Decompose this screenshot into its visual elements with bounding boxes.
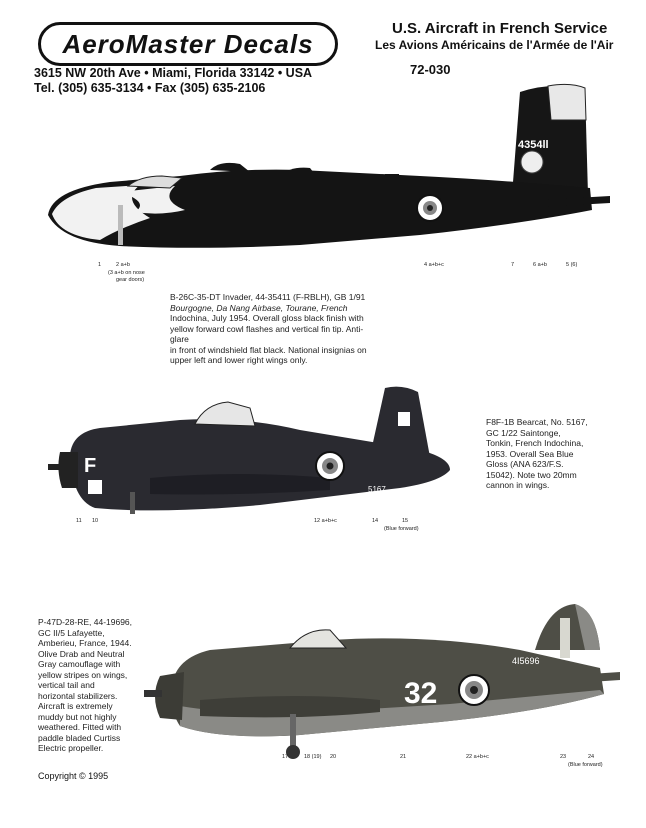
- b26-callout: 6 a+b: [533, 262, 547, 268]
- caption-line: weathered. Fitted with: [38, 722, 122, 732]
- caption-line: Indochina, July 1954. Overall gloss black finish with: [170, 313, 364, 323]
- f8f-serial: 5167: [368, 485, 386, 494]
- f8f-callout: 11: [76, 518, 82, 524]
- caption-line: Aircraft is extremely: [38, 701, 113, 711]
- p47-callout: 24: [588, 754, 595, 760]
- b26-callout: 2 a+b: [116, 262, 130, 268]
- f8f-callout: (Blue forward): [384, 526, 419, 532]
- caption-line: Amberieu, France, 1944.: [38, 638, 132, 648]
- caption-line: muddy but not highly: [38, 711, 117, 722]
- phone-line: Tel. (305) 635-3134 • Fax (305) 635-2106: [34, 81, 266, 95]
- sheet-number: 72-030: [410, 62, 451, 77]
- caption-line: F8F-1B Bearcat, No. 5167,: [486, 417, 588, 427]
- sheet-subtitle: Les Avions Américains de l'Armée de l'Air: [375, 38, 614, 52]
- p47-callout: 20: [330, 754, 337, 760]
- b26-callout: 4 a+b+c: [424, 262, 444, 268]
- b26-invader-illustration: [48, 84, 610, 247]
- f8f-callout: 10: [92, 518, 99, 524]
- caption-line: cannon in wings.: [486, 480, 550, 490]
- b26-callout: 7: [511, 262, 515, 268]
- b26-callout: 5 (6): [566, 262, 578, 268]
- f8f-canopy: [195, 402, 255, 426]
- p47-thunderbolt-illustration: [144, 604, 620, 759]
- f8f-callout: 12 a+b+c: [314, 518, 337, 524]
- caption-line: GC 1/22 Saintonge,: [486, 427, 561, 438]
- caption-line: 1953. Overall Sea Blue: [486, 448, 574, 459]
- caption-line: Electric propeller.: [38, 743, 104, 753]
- p47-callout: 21: [400, 754, 407, 760]
- caption-line: Olive Drab and Neutral: [38, 648, 125, 659]
- p47-callout: 23: [560, 754, 567, 760]
- f8f-caption: [486, 417, 626, 491]
- f8f-code-letter: F: [84, 455, 97, 477]
- b26-fin-tip: [548, 84, 586, 120]
- p47-code-number: 32: [404, 677, 438, 710]
- caption-line: in front of windshield flat black. National insignias on: [170, 344, 367, 355]
- f8f-bearcat-illustration: [48, 387, 450, 514]
- caption-line: yellow stripes on wings,: [38, 669, 128, 680]
- p47-caption: [38, 617, 153, 754]
- caption-line: GC II/5 Lafayette,: [38, 627, 105, 638]
- caption-line: vertical tail and: [38, 680, 95, 690]
- caption-line: paddle bladed Curtiss: [38, 732, 121, 743]
- b26-callout: gear doors): [116, 277, 145, 283]
- caption-line: upper left and lower right wings only.: [170, 355, 308, 365]
- f8f-callout: 15: [402, 518, 409, 524]
- caption-line: yellow forward cowl flashes and vertical fin tip. Anti-glare: [170, 323, 364, 344]
- caption-line: P-47D-28-RE, 44-19696,: [38, 617, 133, 627]
- p47-canopy: [290, 630, 346, 648]
- p47-callout: (Blue forward): [568, 762, 603, 768]
- b26-callout: (3 a+b on nose: [108, 270, 145, 276]
- b26-serial: 4354ll: [518, 139, 549, 151]
- caption-line: B-26C-35-DT Invader, 44-35411 (F-RBLH), GB 1/91: [170, 292, 366, 302]
- brand-name: AeroMaster Decals: [62, 28, 314, 59]
- caption-line: Gray camouflage with: [38, 659, 121, 669]
- copyright: Copyright © 1995: [38, 771, 109, 781]
- caption-line: Gloss (ANA 623/F.S.: [486, 459, 564, 469]
- address-line: 3615 NW 20th Ave • Miami, Florida 33142 • USA: [34, 66, 313, 80]
- caption-line: Tonkin, French Indochina,: [486, 438, 584, 448]
- sheet-title: U.S. Aircraft in French Service: [392, 20, 608, 37]
- p47-callout: 22 a+b+c: [466, 754, 489, 760]
- f8f-callout: 14: [372, 518, 379, 524]
- p47-callout: 17: [282, 754, 289, 760]
- p47-serial: 4I5696: [512, 656, 540, 666]
- caption-line: horizontal stabilizers.: [38, 690, 118, 701]
- b26-caption: [170, 292, 380, 366]
- b26-callout: 1: [98, 262, 102, 268]
- p47-callout: 18 (19): [304, 754, 322, 760]
- caption-line: Bourgogne, Da Nang Airbase, Tourane, French: [170, 302, 348, 313]
- caption-line: 15042). Note two 20mm: [486, 469, 577, 480]
